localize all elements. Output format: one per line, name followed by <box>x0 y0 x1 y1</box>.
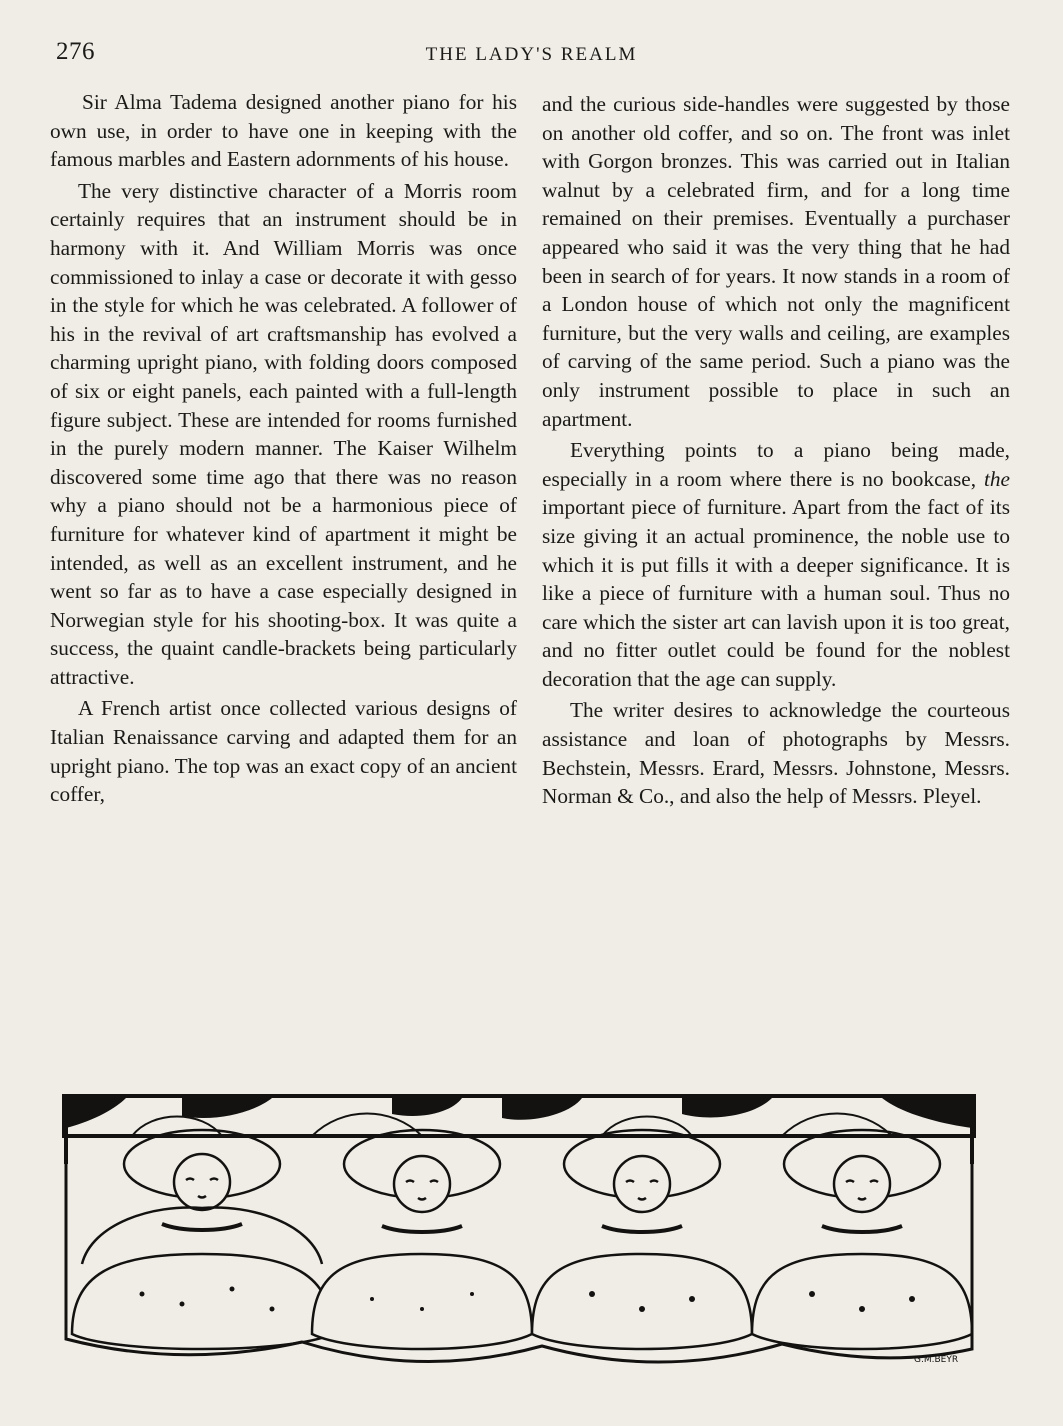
text-run: Everything points to a piano being made, especially in a room where there is no bookcase, <box>542 438 1010 491</box>
artist-signature: G.M.BEYR <box>914 1355 959 1365</box>
left-column <box>50 88 517 812</box>
frieze-drawing <box>62 1094 976 1376</box>
paragraph-continuation: and the curious side-handles were suggested by those on another old coffer, and so on. The front was inlet with Gorgon bronzes. This was carried out in Italian walnut by a celebrated firm, and for a long time remained on their premises. Eventually a purchaser appeared who said it was the very thing that he had been in search of for years. It now stands in a room of a London house of which not only the magnificent furniture, but the very walls and ceiling, are examples of carving of the same period. Such a piano was the only instrument possible to place in such an apartment. <box>542 92 1010 431</box>
paragraph-tadema: Sir Alma Tadema designed another piano for his own use, in order to have one in keeping with the famous marbles and Eastern adornments of his house. <box>50 90 517 172</box>
paragraph-everything-points <box>542 436 1010 693</box>
right-column <box>542 90 1010 814</box>
paragraph-morris: The very distinctive character of a Morris room certainly requires that an instrument should be in harmony with it. And William Morris was once commissioned to inlay a case or decorate it with gesso in the style for which he was celebrated. A follower of his in the revival of art craftsmanship has evolved a charming upright piano, with folding doors composed of six or eight panels, each painted with a full-length figure subject. These are intended for rooms furnished in the purely modern manner. The Kaiser Wilhelm discovered some time ago that there was no reason why a piano should not be a harmonious piece of furniture for whatever kind of apartment it might be intended, as well as an excellent instrument, and he went so far as to have a case especially designed in Norwegian style for his shooting-box. It was quite a success, the quaint candle-brackets being particularly attractive. <box>50 178 517 689</box>
decorative-frieze-illustration <box>62 1094 976 1376</box>
paragraph-french-artist: A French artist once collected various designs of Italian Renaissance carving and adapted them for an upright piano. The top was an exact copy of an ancient coffer, <box>50 696 517 807</box>
girl-figure-2 <box>312 1130 532 1349</box>
page-number: 276 <box>56 38 95 65</box>
girl-figure-1 <box>72 1130 332 1349</box>
girl-figure-3 <box>532 1130 752 1349</box>
emphasis-the: the <box>983 466 1010 491</box>
paragraph-acknowledgement: The writer desires to acknowledge the courteous assistance and loan of photographs by Messrs. Bechstein, Messrs. Erard, Messrs. Johnstone, Messrs. Norman & Co., and also the help of Messrs. Pleyel. <box>542 698 1010 809</box>
running-title: THE LADY'S REALM <box>425 44 638 65</box>
text-run: important piece of furniture. Apart from the fact of its size giving it an actual prominence, the noble use to which it is put fills it with a deeper significance. It is like a piece of furniture with a human soul. Thus no care which the sister art can lavish upon it is too great, and no fitter outlet could be found for the noblest decoration that the age can supply. <box>542 495 1010 691</box>
girl-figure-4 <box>752 1130 972 1349</box>
